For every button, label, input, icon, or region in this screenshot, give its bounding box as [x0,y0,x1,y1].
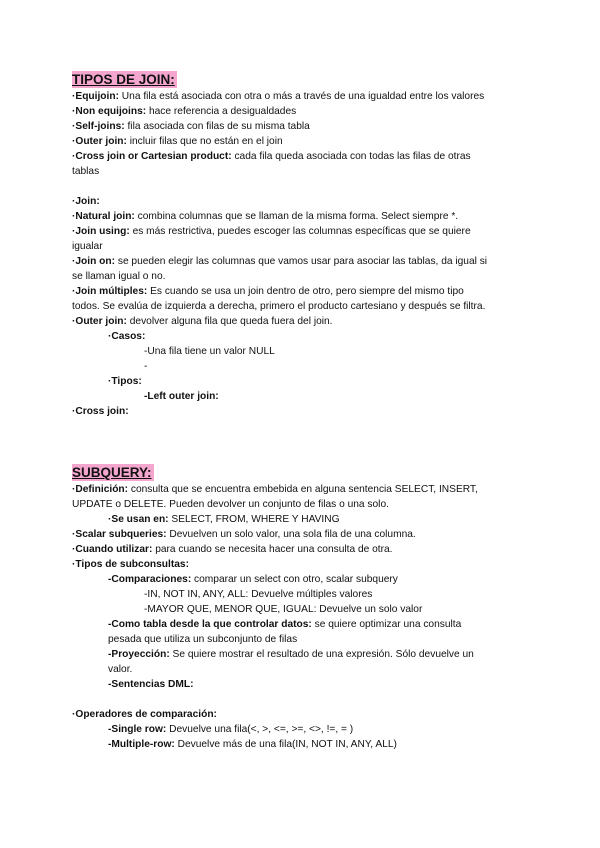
section-subquery [72,464,527,752]
list-item: ·Tipos de subconsultas: [72,559,189,570]
list-item: -Multiple-row: Devuelve más de una fila(IN, NOT IN, ANY, ALL) [108,739,397,750]
list-item: ·Self-joins: fila asociada con filas de su misma tabla [72,121,310,132]
list-item: ·Outer join: incluir filas que no están en el join [72,136,283,147]
list-item: -Comparaciones: comparar un select con otro, scalar subquery [108,574,398,585]
section-tipos-de-join [72,71,527,419]
list-item: ·Tipos: [108,376,142,387]
section-heading: TIPOS DE JOIN: [72,72,175,87]
list-item: ·Join on: se pueden elegir las columnas que vamos usar para asociar las tablas, da igual si se llaman igual o no. [72,256,488,282]
list-item: ·Cross join: [72,406,129,417]
list-item: -Una fila tiene un valor NULL [144,346,275,357]
list-item: ·Non equijoins: hace referencia a desigualdades [72,106,297,117]
document-page [72,71,527,752]
list-item: ·Scalar subqueries: Devuelven un solo valor, una sola fila de una columna. [72,529,416,540]
list-item: ·Cross join or Cartesian product: cada fila queda asociada con todas las filas de otras tablas [72,151,471,177]
list-item: ·Operadores de comparación: [72,709,217,720]
list-item: ·Join: [72,196,100,207]
list-item: ·Join using: es más restrictiva, puedes escoger las columnas específicas que se quiere igualar [72,226,471,252]
list-item: -Como tabla desde la que controlar datos: se quiere optimizar una consulta pesada que utiliza un subconjunto de filas [108,619,462,645]
list-item: -Sentencias DML: [108,679,194,690]
list-item: ·Cuando utilizar: para cuando se necesita hacer una consulta de otra. [72,544,393,555]
list-item: ·Equijoin: Una fila está asociada con otra o más a través de una igualdad entre los valores [72,91,485,102]
list-item: ·Casos: [108,331,146,342]
list-item: ·Definición: consulta que se encuentra embebida en alguna sentencia SELECT, INSERT, UPDATE o DELETE. Pueden devolver un conjunto de filas o una solo. [72,484,478,510]
list-item: -IN, NOT IN, ANY, ALL: Devuelve múltiples valores [144,589,373,600]
list-item: - [144,361,148,372]
list-item: -Single row: Devuelve una fila(<, >, <=, >=, <>, !=, = ) [108,724,354,735]
list-item: -Proyección: Se quiere mostrar el resultado de una expresión. Sólo devuelve un valor. [108,649,474,675]
list-item: ·Natural join: combina columnas que se llaman de la misma forma. Select siempre *. [72,211,459,222]
list-item: -Left outer join: [144,391,219,402]
list-item: ·Outer join: devolver alguna fila que queda fuera del join. [72,316,333,327]
list-item: -MAYOR QUE, MENOR QUE, IGUAL: Devuelve un solo valor [144,604,423,615]
section-heading: SUBQUERY: [72,465,152,480]
list-item: ·Join múltiples: Es cuando se usa un join dentro de otro, pero siempre del mismo tipo todos. Se evalúa de izquierda a derecha, primero el producto cartesiano y después se filtra. [72,286,486,312]
list-item: ·Se usan en: SELECT, FROM, WHERE Y HAVING [108,514,340,525]
